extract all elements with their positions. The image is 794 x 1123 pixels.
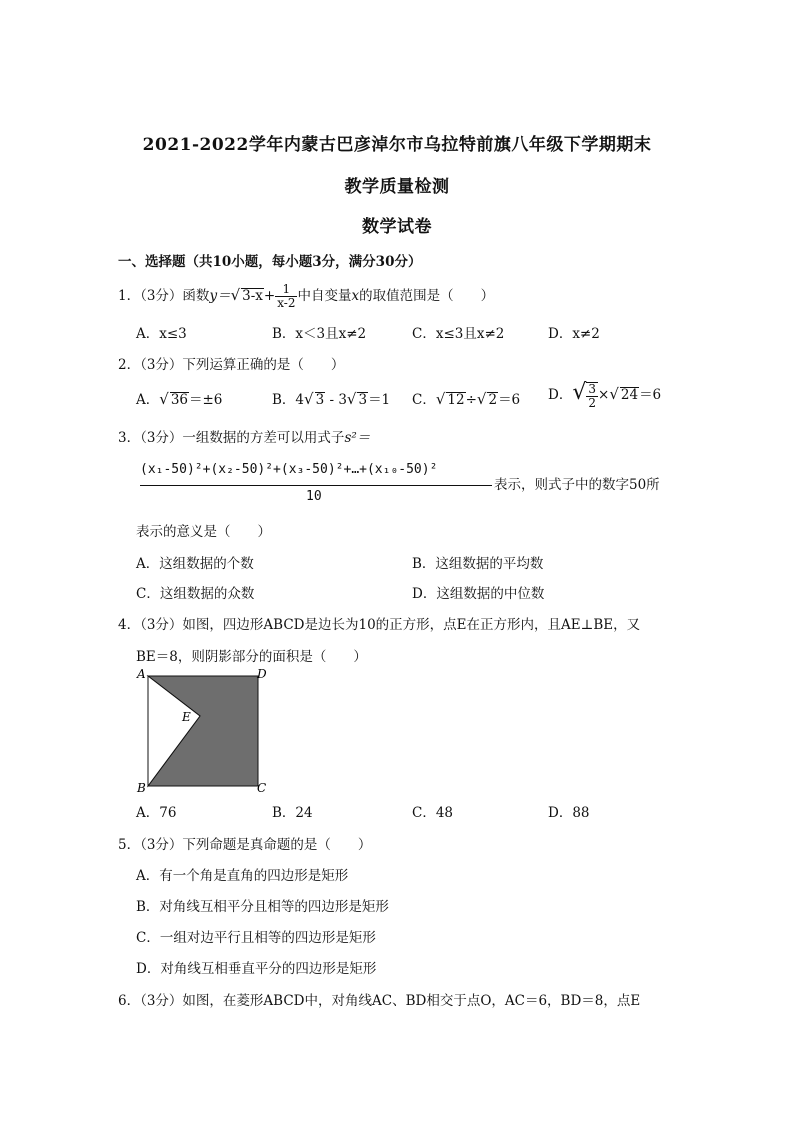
q3-option-b: B．这组数据的平均数 xyxy=(412,556,544,572)
question-3-tail2: 表示的意义是（ ） xyxy=(136,524,271,540)
q3-option-a: A．这组数据的个数 xyxy=(136,556,254,572)
q1-option-b: B．x＜3且x≠2 xyxy=(272,326,367,342)
question-3-tail: 表示，则式子中的数字50所 xyxy=(494,477,660,493)
question-4-line1: 4．（3分）如图，四边形ABCD是边长为10的正方形，点E在正方形内，且AE⊥BE，又 xyxy=(118,617,641,633)
q1-option-c: C．x≤3且x≠2 xyxy=(412,326,505,342)
fraction-bar xyxy=(140,485,492,486)
q5-option-d: D．对角线互相垂直平分的四边形是矩形 xyxy=(136,961,377,977)
q2-option-a: A．√ 36＝±6 xyxy=(136,390,223,408)
question-1-stem: 1．（3分）函数y＝√ 3-x+ $\frac{1}{x-2}$ 中自变量x的取值范围是（ ） xyxy=(118,282,495,310)
exam-title-line1: 2021-2022学年内蒙古巴彦淖尔市乌拉特前旗八年级下学期期末 xyxy=(142,135,652,155)
question-6-line1: 6．（3分）如图，在菱形ABCD中，对角线AC、BD相交于点O，AC＝6，BD＝8，点E xyxy=(118,993,641,1009)
label-c: C xyxy=(257,781,267,795)
q2-option-c: C．√ 12÷√ 2＝6 xyxy=(412,390,521,408)
question-2-stem: 2．（3分）下列运算正确的是（ ） xyxy=(118,357,345,373)
label-e: E xyxy=(182,710,191,724)
q3-option-d: D．这组数据的中位数 xyxy=(412,586,545,602)
q4-option-c: C．48 xyxy=(412,805,454,821)
question-4-line2: BE＝8，则阴影部分的面积是（ ） xyxy=(136,649,367,665)
q2-option-b: B．4√ 3 - 3√ 3＝1 xyxy=(272,390,391,408)
section-heading: 一、选择题（共10小题，每小题3分，满分30分） xyxy=(118,254,422,270)
q1-fraction: $\frac{1}{x-2}$ xyxy=(277,282,296,310)
question-5-stem: 5．（3分）下列命题是真命题的是（ ） xyxy=(118,837,372,853)
q3-option-c: C．这组数据的众数 xyxy=(136,586,255,602)
q5-option-c: C．一组对边平行且相等的四边形是矩形 xyxy=(136,930,376,946)
q4-option-b: B．24 xyxy=(272,805,313,821)
q1-option-d: D．x≠2 xyxy=(548,326,600,342)
q4-option-a: A．76 xyxy=(136,805,177,821)
q5-option-a: A．有一个角是直角的四边形是矩形 xyxy=(136,868,349,884)
label-d: D xyxy=(257,667,267,681)
q5-option-b: B．对角线互相平分且相等的四边形是矩形 xyxy=(136,899,389,915)
variance-denominator: 10 xyxy=(306,489,322,504)
label-b: B xyxy=(137,781,146,795)
variance-numerator: (x₁-50)²+(x₂-50)²+(x₃-50)²+…+(x₁₀-50)² xyxy=(140,462,438,477)
label-a: A xyxy=(137,667,146,681)
q2-option-d: D．√ $\frac{3}{2}$ ×√ 24＝6 xyxy=(548,380,662,410)
q4-option-d: D．88 xyxy=(548,805,590,821)
question-3-stem: 3．（3分）一组数据的方差可以用式子s²＝ xyxy=(118,430,371,446)
q1-option-a: A．x≤3 xyxy=(136,326,187,342)
square-figure xyxy=(130,664,280,798)
exam-title-line2: 教学质量检测 xyxy=(344,177,450,197)
exam-title-line3: 数学试卷 xyxy=(362,217,432,237)
